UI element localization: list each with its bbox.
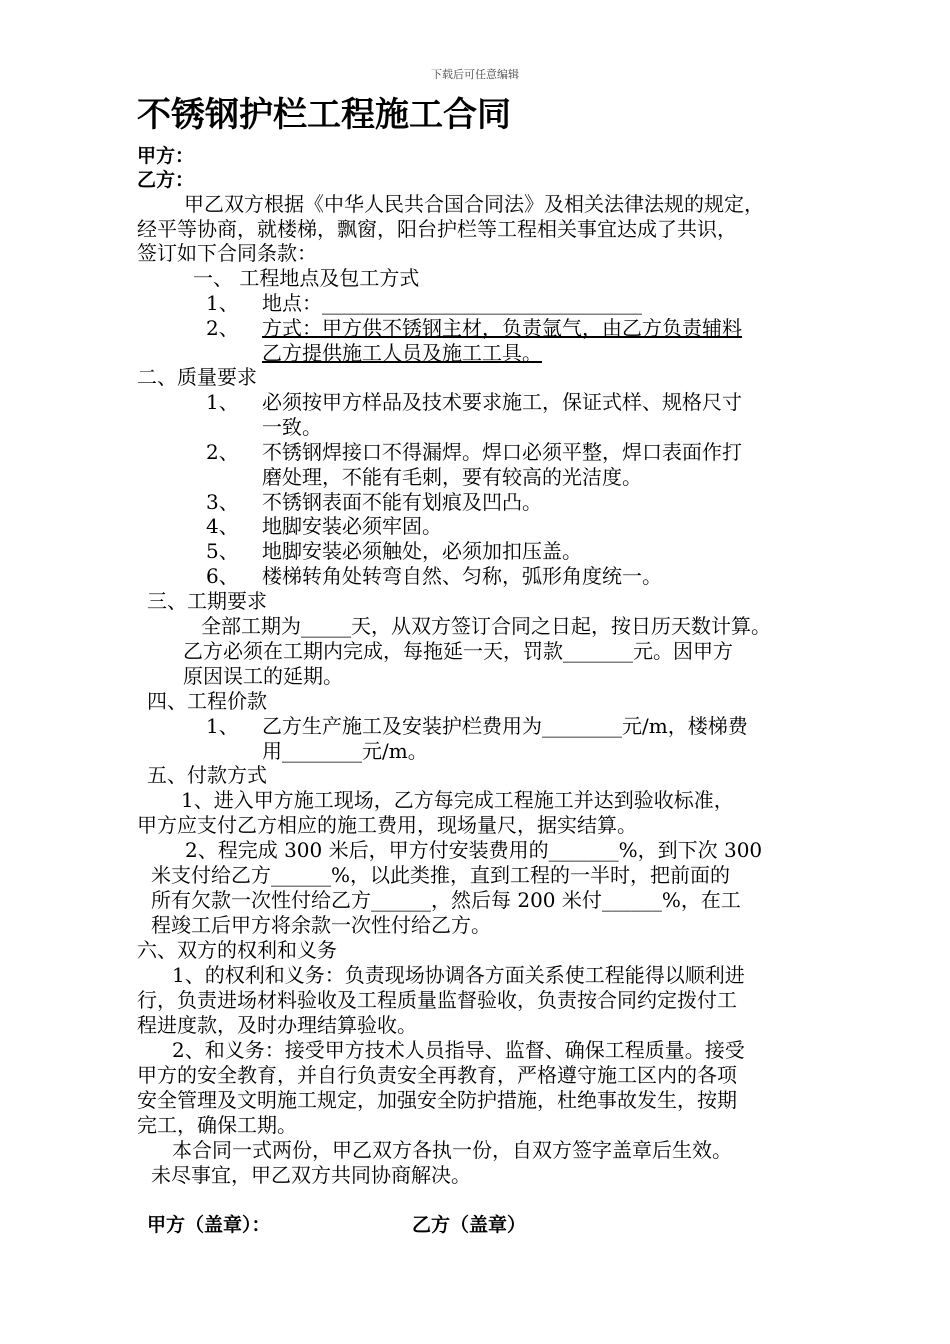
section-6-text: 2、和义务：接受甲方技术人员指导、监督、确保工程质量。接受 [172, 1038, 745, 1062]
section-6-text: 安全管理及文明施工规定，加强安全防护措施，杜绝事故发生，按期 [137, 1088, 737, 1112]
section-5-text: 2、程完成 300 米后，甲方付安装费用的_______%，到下次 300 [185, 838, 763, 862]
document-title: 不锈钢护栏工程施工合同 [137, 95, 511, 135]
section-6-text: 完工，确保工期。 [137, 1113, 297, 1137]
item-number: 1、 [206, 390, 239, 414]
item-number: 3、 [206, 490, 239, 514]
signature-party-a: 甲方（盖章）： [147, 1214, 271, 1236]
section-3-text: 全部工期为_____天，从双方签订合同之日起，按日历天数计算。 [201, 614, 771, 638]
section-5-text: 1、进入甲方施工现场，乙方每完成工程施工并达到验收标准， [181, 788, 734, 812]
section-1-heading: 一、 工程地点及包工方式 [193, 266, 420, 290]
item-text: 磨处理，不能有毛刺，要有较高的光洁度。 [262, 465, 642, 489]
closing-text: 未尽事宜，甲乙双方共同协商解决。 [151, 1163, 471, 1187]
section-3-heading: 三、工期要求 [147, 589, 267, 613]
item-number: 4、 [206, 514, 239, 538]
item-text: 不锈钢表面不能有划痕及凹凸。 [262, 490, 542, 514]
party-a-label: 甲方： [137, 145, 195, 167]
item-number: 1、 [206, 291, 239, 315]
party-b-label: 乙方： [137, 169, 195, 191]
section-3-text: 原因误工的延期。 [183, 664, 343, 688]
intro-line: 甲乙双方根据《中华人民共合国合同法》及相关法律法规的规定， [184, 192, 764, 216]
section-4-heading: 四、工程价款 [147, 689, 267, 713]
item-text: 地点：________________________________ [262, 291, 642, 315]
section-6-heading: 六、双方的权利和义务 [137, 938, 337, 962]
item-number: 5、 [206, 539, 239, 563]
section-6-text: 行，负责进场材料验收及工程质量监督验收，负责按合同约定拨付工 [137, 988, 737, 1012]
item-number: 1、 [206, 714, 239, 738]
item-text: 地脚安装必须牢固。 [262, 514, 442, 538]
section-6-text: 甲方的安全教育，并自行负责安全再教育，严格遵守施工区内的各项 [137, 1063, 737, 1087]
item-text: 方式：甲方供不锈钢主材，负责氩气，由乙方负责辅料 [262, 316, 742, 340]
item-text: 地脚安装必须触处，必须加扣压盖。 [262, 539, 582, 563]
item-text: 用________元/m。 [262, 739, 428, 763]
item-number: 6、 [206, 564, 239, 588]
section-5-text: 米支付给乙方______%，以此类推，直到工程的一半时，把前面的 [151, 863, 731, 887]
section-5-text: 程竣工后甲方将余款一次性付给乙方。 [151, 913, 491, 937]
item-text: 乙方生产施工及安装护栏费用为________元/m，楼梯费 [262, 714, 748, 738]
intro-line: 经平等协商，就楼梯，飘窗，阳台护栏等工程相关事宜达成了共识， [137, 217, 737, 241]
item-number: 2、 [206, 316, 239, 340]
section-5-text: 甲方应支付乙方相应的施工费用，现场量尺，据实结算。 [137, 813, 637, 837]
section-6-text: 程进度款，及时办理结算验收。 [137, 1013, 417, 1037]
item-text: 必须按甲方样品及技术要求施工，保证式样、规格尺寸 [262, 390, 742, 414]
closing-text: 本合同一式两份，甲乙双方各执一份，自双方签字盖章后生效。 [172, 1138, 732, 1162]
section-6-text: 1、的权利和义务：负责现场协调各方面关系使工程能得以顺利进 [172, 963, 745, 987]
header-note: 下载后可任意编辑 [431, 68, 519, 81]
item-text: 楼梯转角处转弯自然、匀称，弧形角度统一。 [262, 564, 662, 588]
item-text: 不锈钢焊接口不得漏焊。焊口必须平整，焊口表面作打 [262, 440, 742, 464]
item-number: 2、 [206, 440, 239, 464]
section-2-heading: 二、质量要求 [137, 365, 257, 389]
section-5-text: 所有欠款一次性付给乙方______，然后每 200 米付______%，在工 [151, 888, 741, 912]
intro-line: 签订如下合同条款： [137, 241, 317, 265]
section-3-text: 乙方必须在工期内完成，每拖延一天，罚款_______元。因甲方 [183, 639, 733, 663]
signature-party-b: 乙方（盖章） [412, 1214, 527, 1236]
item-text: 乙方提供施工人员及施工工具。 [262, 341, 542, 365]
item-text: 一致。 [262, 415, 322, 439]
section-5-heading: 五、付款方式 [147, 763, 267, 787]
